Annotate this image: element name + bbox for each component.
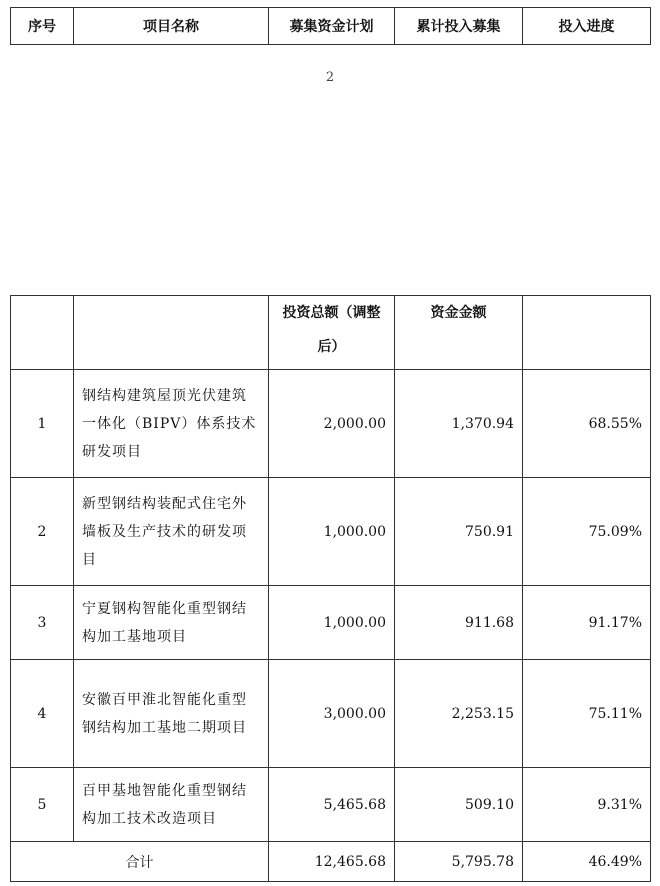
header-fund-plan: 募集资金计划: [269, 8, 395, 45]
header-progress: 投入进度: [523, 8, 651, 45]
page-number: 2: [325, 70, 335, 85]
row-index: 4: [11, 660, 74, 768]
row-fund-amount: 509.10: [395, 768, 523, 842]
row-project-name: 宁夏钢构智能化重型钢结构加工基地项目: [74, 586, 269, 660]
row-project-name: 钢结构建筑屋顶光伏建筑一体化（BIPV）体系技术研发项目: [74, 370, 269, 478]
header-cumulative-invested: 累计投入募集: [395, 8, 523, 45]
top-header-table: [10, 7, 651, 45]
row-fund-amount: 911.68: [395, 586, 523, 660]
row-index: 3: [11, 586, 74, 660]
table-row: [11, 768, 651, 842]
total-invest: 12,465.68: [269, 842, 395, 882]
header-index-cont: [11, 296, 74, 370]
row-project-name: 安徽百甲淮北智能化重型钢结构加工基地二期项目: [74, 660, 269, 768]
row-progress: 75.09%: [523, 478, 651, 586]
table-row: [11, 370, 651, 478]
row-project-name: 百甲基地智能化重型钢结构加工技术改造项目: [74, 768, 269, 842]
row-index: 5: [11, 768, 74, 842]
row-progress: 9.31%: [523, 768, 651, 842]
table-row: [11, 660, 651, 768]
header-progress-cont: [523, 296, 651, 370]
row-index: 1: [11, 370, 74, 478]
total-progress: 46.49%: [523, 842, 651, 882]
row-progress: 75.11%: [523, 660, 651, 768]
table-header-row: [11, 296, 651, 370]
row-total-invest: 3,000.00: [269, 660, 395, 768]
header-total-invest: 投资总额（调整后）: [269, 296, 395, 370]
fund-usage-table: [10, 295, 651, 882]
total-label: 合计: [11, 842, 269, 882]
total-fund-amount: 5,795.78: [395, 842, 523, 882]
header-fund-amount: 资金金额: [395, 296, 523, 370]
row-project-name: 新型钢结构装配式住宅外墙板及生产技术的研发项目: [74, 478, 269, 586]
top-header-row: [11, 8, 651, 45]
header-project-name: 项目名称: [74, 8, 269, 45]
row-fund-amount: 1,370.94: [395, 370, 523, 478]
row-index: 2: [11, 478, 74, 586]
header-name-cont: [74, 296, 269, 370]
row-total-invest: 1,000.00: [269, 586, 395, 660]
header-index: 序号: [11, 8, 74, 45]
row-total-invest: 5,465.68: [269, 768, 395, 842]
row-fund-amount: 2,253.15: [395, 660, 523, 768]
row-total-invest: 2,000.00: [269, 370, 395, 478]
row-total-invest: 1,000.00: [269, 478, 395, 586]
table-row: [11, 478, 651, 586]
row-progress: 91.17%: [523, 586, 651, 660]
row-fund-amount: 750.91: [395, 478, 523, 586]
total-row: [11, 842, 651, 882]
table-row: [11, 586, 651, 660]
row-progress: 68.55%: [523, 370, 651, 478]
